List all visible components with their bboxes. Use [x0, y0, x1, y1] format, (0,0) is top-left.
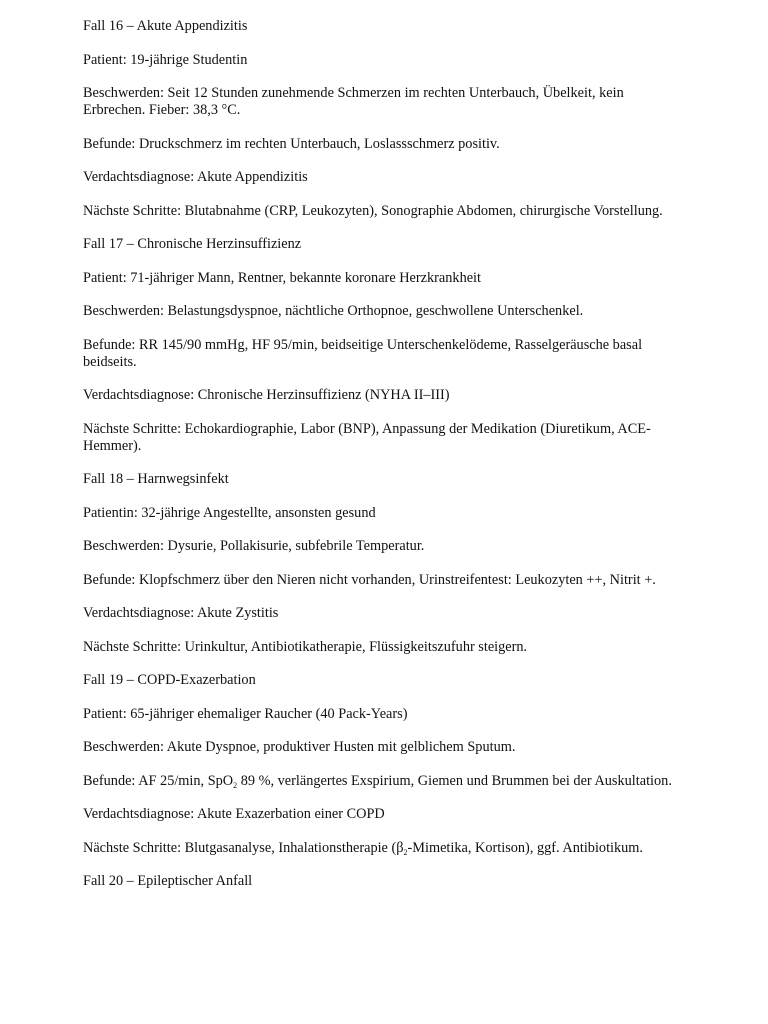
- case-16-findings: Befunde: Druckschmerz im rechten Unterbauch, Loslassschmerz positiv.: [83, 135, 500, 152]
- case-18-heading: Fall 18 – Harnwegsinfekt: [83, 471, 229, 487]
- case-18-complaints: Beschwerden: Dysurie, Pollakisurie, subfebrile Temperatur.: [83, 538, 425, 554]
- case-19-complaints: Beschwerden: Akute Dyspnoe, produktiver Husten mit gelblichem Sputum.: [83, 739, 516, 755]
- case-16-complaints: Beschwerden: Seit 12 Stunden zunehmende Schmerzen im rechten Unterbauch, Übelkeit, kein Erbrechen. Fieber: 38,3 °C.: [83, 85, 624, 118]
- case-18-findings: Befunde: Klopfschmerz über den Nieren nicht vorhanden, Urinstreifentest: Leukozyten ++, Nitrit +.: [83, 571, 656, 588]
- findings-text-end: 89 %, verlängertes Exspirium, Giemen und Brummen bei der Auskultation.: [237, 772, 672, 789]
- case-19-diagnosis: Verdachtsdiagnose: Akute Exazerbation einer COPD: [83, 806, 385, 822]
- case-16-patient: Patient: 19-jährige Studentin: [83, 51, 248, 68]
- document-page: [83, 18, 683, 907]
- case-17-patient: Patient: 71-jähriger Mann, Rentner, bekannte koronare Herzkrankheit: [83, 269, 482, 286]
- case-17-diagnosis: Verdachtsdiagnose: Chronische Herzinsuffizienz (NYHA II–III): [83, 387, 450, 403]
- case-17-findings: Befunde: RR 145/90 mmHg, HF 95/min, beidseitige Unterschenkelödeme, Rasselgeräusche basal beidseits.: [83, 336, 643, 370]
- next-steps-text-start: Nächste Schritte: Blutgasanalyse, Inhalationstherapie (β: [83, 839, 404, 856]
- case-17-heading: Fall 17 – Chronische Herzinsuffizienz: [83, 236, 302, 252]
- case-18-patient: Patientin: 32-jährige Angestellte, ansonsten gesund: [83, 504, 376, 521]
- spo2-subscript: 2: [233, 780, 238, 790]
- case-18-next-steps: Nächste Schritte: Urinkultur, Antibiotikatherapie, Flüssigkeitszufuhr steigern.: [83, 638, 528, 655]
- case-20-heading: Fall 20 – Epileptischer Anfall: [83, 873, 253, 889]
- case-16-heading: Fall 16 – Akute Appendizitis: [83, 18, 248, 34]
- next-steps-text-end: -Mimetika, Kortison), ggf. Antibiotikum.: [407, 839, 644, 856]
- case-19-findings: [83, 773, 683, 790]
- case-17-complaints: Beschwerden: Belastungsdyspnoe, nächtliche Orthopnoe, geschwollene Unterschenkel.: [83, 303, 584, 319]
- beta-subscript: 2: [403, 847, 408, 857]
- case-16-diagnosis: Verdachtsdiagnose: Akute Appendizitis: [83, 169, 308, 185]
- case-19-heading: Fall 19 – COPD-Exazerbation: [83, 672, 256, 688]
- findings-text-start: Befunde: AF 25/min, SpO: [83, 772, 234, 789]
- case-19-next-steps: [83, 840, 683, 857]
- case-18-diagnosis: Verdachtsdiagnose: Akute Zystitis: [83, 605, 279, 621]
- case-16-next-steps: Nächste Schritte: Blutabnahme (CRP, Leukozyten), Sonographie Abdomen, chirurgische Vorstellung.: [83, 202, 663, 219]
- case-19-patient: Patient: 65-jähriger ehemaliger Raucher (40 Pack-Years): [83, 705, 408, 722]
- case-17-next-steps: Nächste Schritte: Echokardiographie, Labor (BNP), Anpassung der Medikation (Diuretikum, ACE-Hemmer).: [83, 420, 651, 454]
